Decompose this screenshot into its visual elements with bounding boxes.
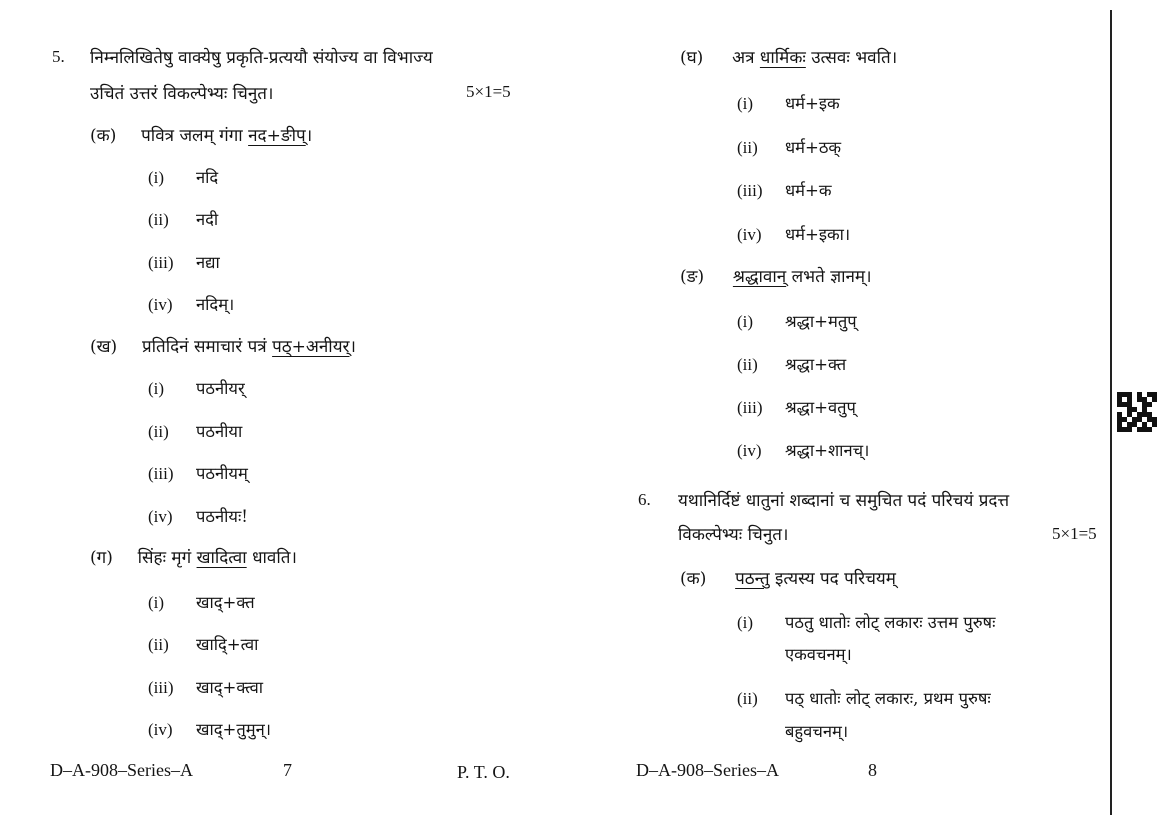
page-number-left: 7 [283,760,292,780]
option[interactable]: (i) श्रद्धा+मतुप् [737,312,857,331]
subquestion-text: सिंहः मृगं [137,548,192,568]
option[interactable]: (iv) श्रद्धा+शानच्। [737,441,870,460]
question-text-line1: निम्नलिखितेषु वाक्येषु प्रकृति-प्रत्ययौ संयोज्य वा विभाज्य [90,48,433,68]
underlined-term: श्रद्धावान् [732,267,787,287]
option[interactable]: (iv) पठनीयः! [148,507,248,526]
underlined-term: नद+ङीप् [248,126,306,146]
danda: । [305,126,313,146]
option[interactable]: (iv) खाद्+तुमुन्। [148,720,272,739]
subquestion-text: अत्र [732,48,755,68]
question-number: 5. [52,47,65,66]
subquestion-text-end: उत्सवः भवति। [811,48,898,68]
subquestion-text-end: इत्यस्य पद परिचयम् [775,569,896,589]
marks-label: 5×1=5 [466,82,511,101]
subquestion-label: (घ) [680,48,704,68]
footer-code-left: D–A-908–Series–A [50,760,193,780]
subquestion-text-end: धावति। [252,548,297,568]
subquestion-label: (क) [680,569,707,589]
option[interactable]: (iii) खाद्+क्त्वा [148,678,264,697]
option[interactable]: (ii) धर्म+ठक् [737,138,842,157]
page-edge-line [1110,10,1112,815]
page-number-right: 8 [868,760,877,780]
option[interactable]: (i) नदि [148,168,219,187]
option-text-line1: पठतु धातोः लोट् लकारः उत्तम पुरुषः [785,613,996,632]
underlined-term: पठ्+अनीयर् [272,337,350,357]
option-text-line1: पठ् धातोः लोट् लकारः, प्रथम पुरुषः [785,689,991,708]
option[interactable]: (ii) पठनीया [148,422,243,441]
option[interactable]: (iii) नद्या [148,253,220,272]
option[interactable]: (i) खाद्+क्त [148,593,255,612]
option-text-line2: एकवचनम्। [785,645,852,664]
pto-label: P. T. O. [457,762,510,782]
subquestion-label: (क) [90,126,117,146]
option[interactable]: (ii) नदी [148,210,219,229]
option[interactable]: (ii) श्रद्धा+क्त [737,355,847,374]
subquestion-label: (ङ) [680,267,705,287]
qr-code-icon [1117,392,1157,432]
option[interactable]: (iii) पठनीयम् [148,464,248,483]
option[interactable]: (ii) खादि्+त्वा [148,635,259,654]
subquestion-label: (ख) [90,337,118,357]
option[interactable]: (i) धर्म+इक [737,94,840,113]
subquestion-text: प्रतिदिनं समाचारं पत्रं [141,337,267,357]
question-number: 6. [638,490,651,509]
subquestion-text-end: लभते ज्ञानम्। [791,267,872,287]
question-text-line2: उचितं उत्तरं विकल्पेभ्यः चिनुत। [90,84,274,104]
option[interactable]: (iii) धर्म+क [737,181,832,200]
underlined-term: खादित्वा [196,548,247,568]
question-text-line2: विकल्पेभ्यः चिनुत। [678,525,789,545]
option-text-line2: बहुवचनम्। [785,722,849,741]
marks-label: 5×1=5 [1052,524,1097,543]
underlined-term: धार्मिकः [759,48,806,68]
question-text-line1: यथानिर्दिष्टं धातुनां शब्दानां च समुचित पदं परिचयं प्रदत्त [678,491,1010,511]
subquestion-text: पवित्र जलम् गंगा [141,126,243,146]
footer-code-right: D–A-908–Series–A [636,760,779,780]
option[interactable]: (iii) श्रद्धा+वतुप् [737,398,856,417]
danda: । [349,337,356,357]
option[interactable]: (iv) धर्म+इका। [737,225,851,244]
underlined-term: पठन्तु [735,569,770,589]
option[interactable]: (iv) नदिम्। [148,295,235,314]
option[interactable]: (i) पठनीयर् [148,379,245,398]
subquestion-label: (ग) [90,548,113,568]
